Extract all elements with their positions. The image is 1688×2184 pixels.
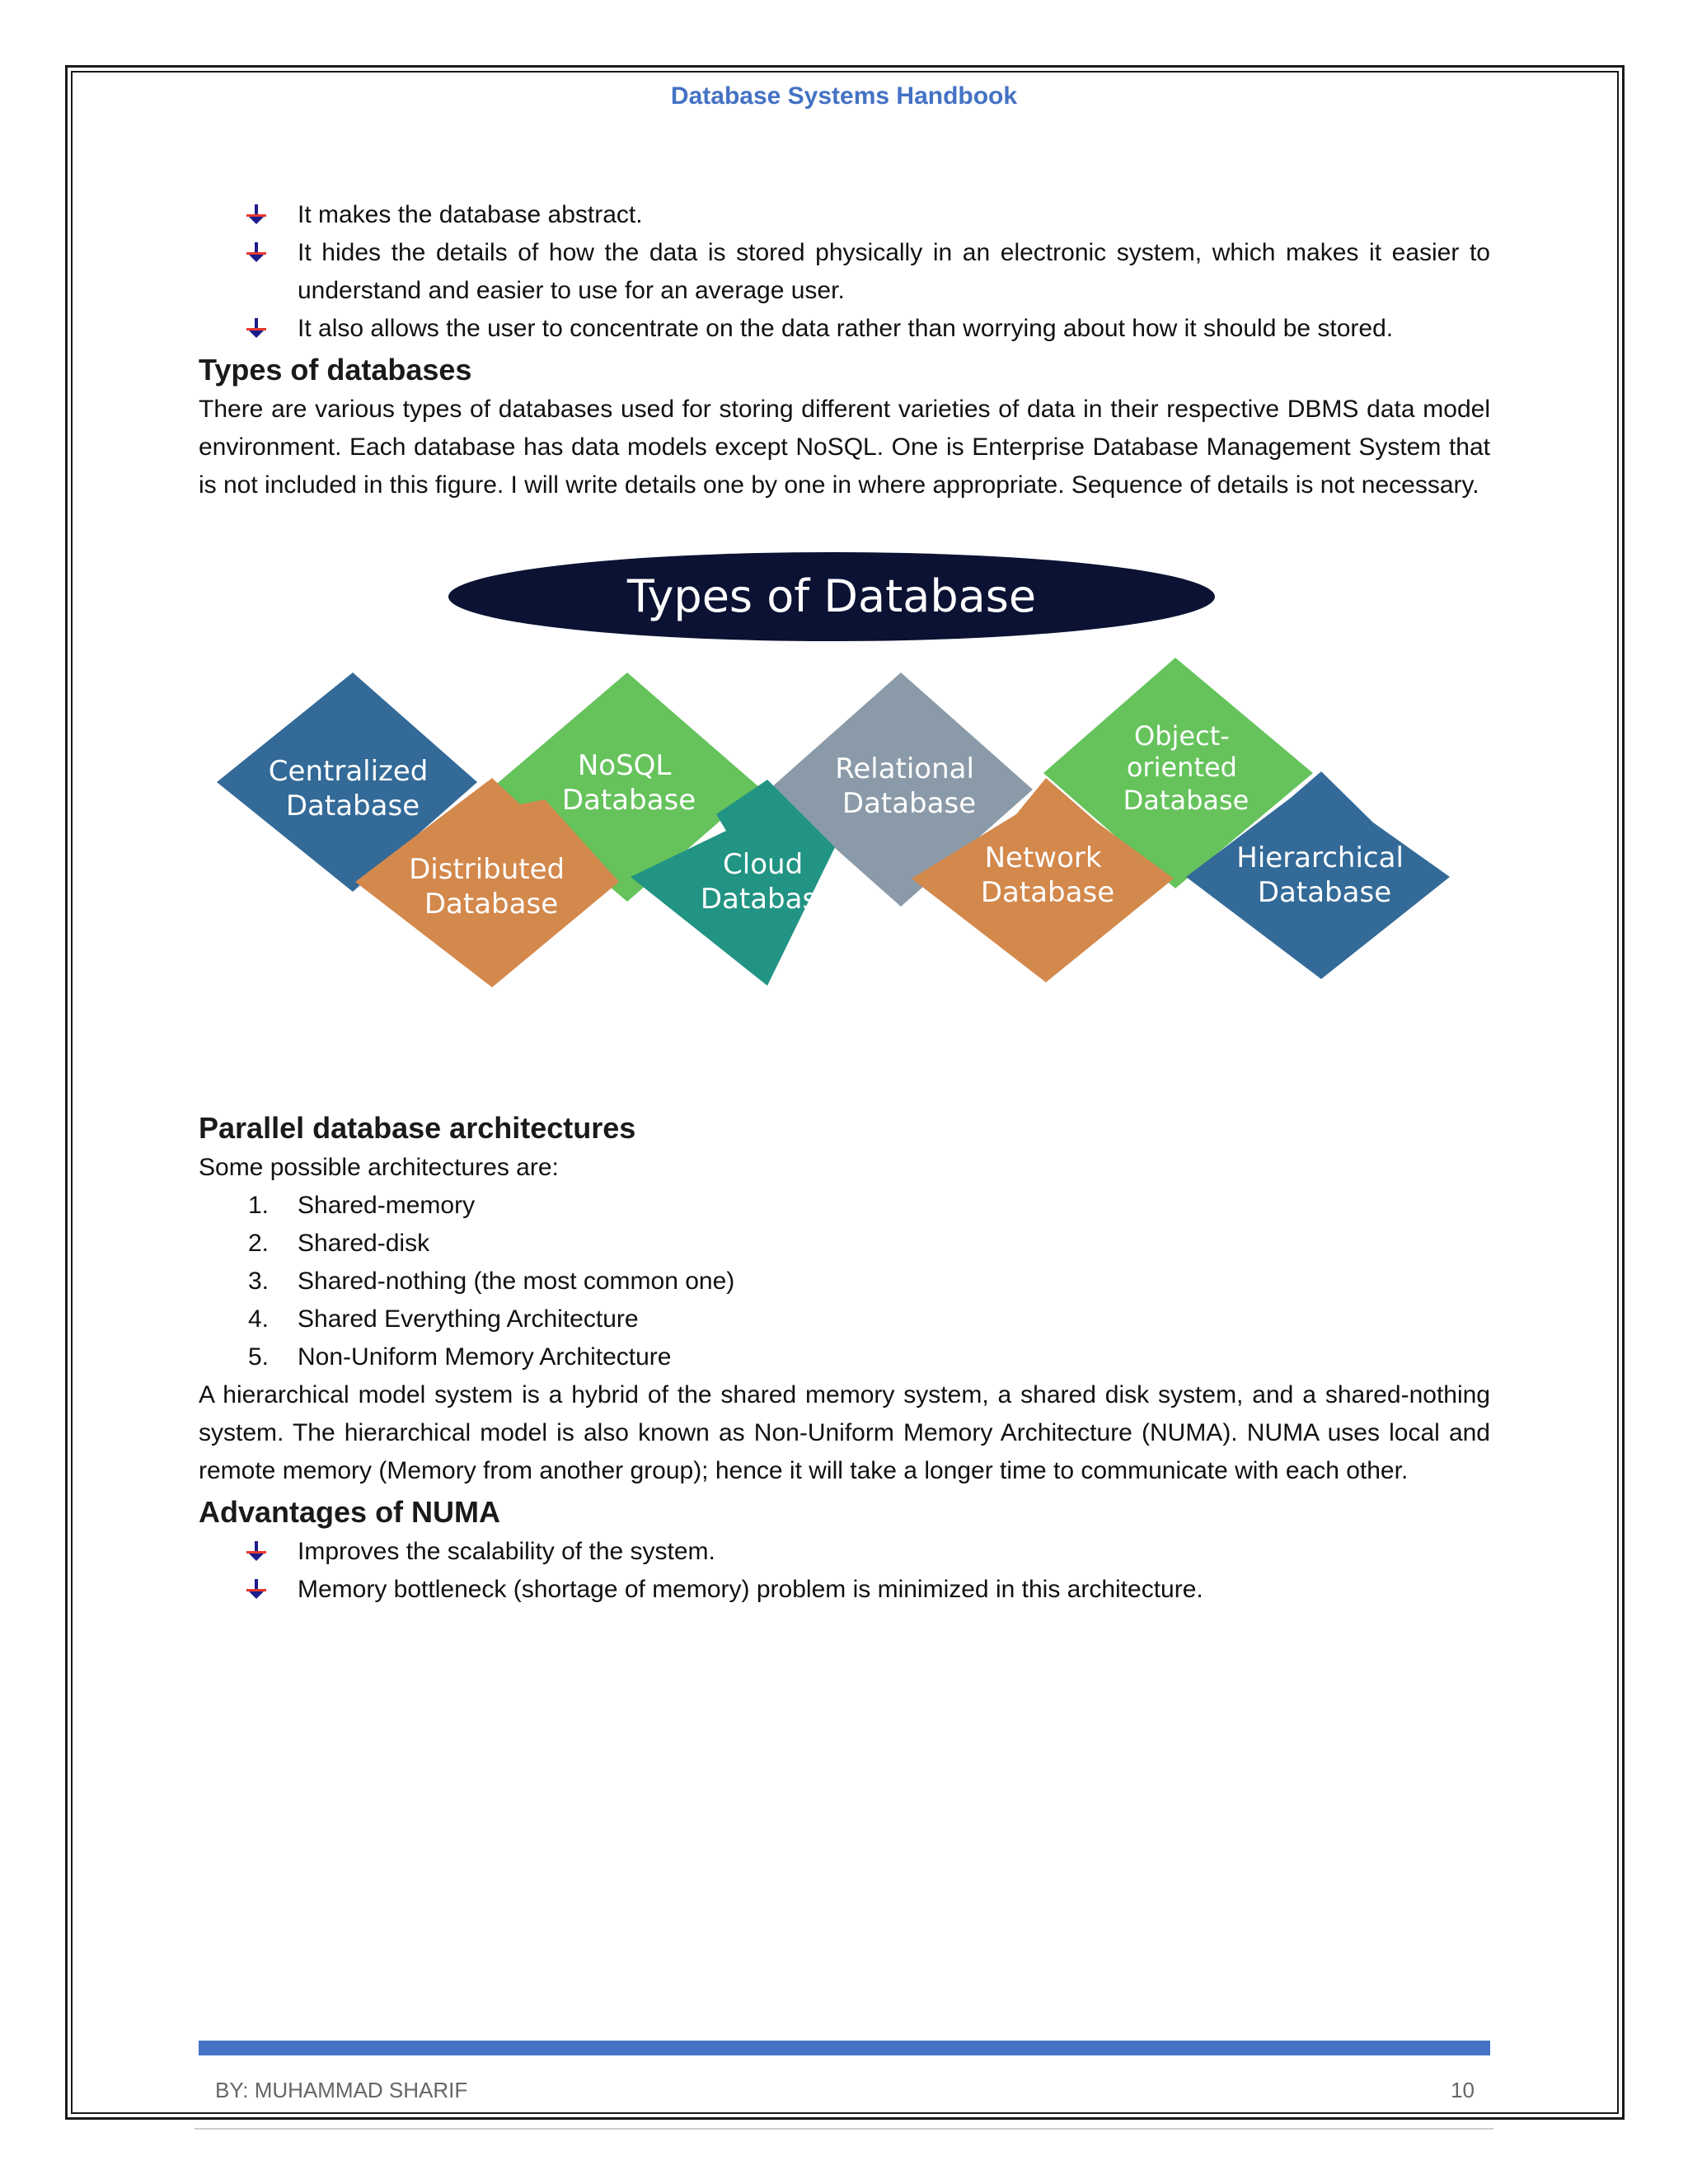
- list-number: 3.: [248, 1268, 270, 1295]
- header-title: Database Systems Handbook: [670, 82, 1018, 110]
- architecture-list: [199, 1187, 1490, 1376]
- list-item: [199, 1301, 1490, 1338]
- bullet-text: Memory bottleneck (shortage of memory) problem is minimized in this architecture.: [298, 1576, 1203, 1603]
- footer-author: BY: MUHAMMAD SHARIF: [215, 2078, 468, 2102]
- bullet-text: Improves the scalability of the system.: [298, 1538, 715, 1565]
- page-number: 10: [1451, 2078, 1475, 2102]
- list-item: [199, 1571, 1490, 1609]
- parallel-heading: Parallel database architectures: [199, 1111, 636, 1145]
- numa-heading: Advantages of NUMA: [199, 1495, 501, 1529]
- list-item: [199, 196, 1490, 234]
- tile-label-nosql: NoSQL Database: [561, 749, 696, 817]
- tile-label-object: Object- oriented Database: [1123, 720, 1250, 816]
- list-item-text: Non-Uniform Memory Architecture: [298, 1343, 672, 1371]
- down-arrow-bullet-icon: [246, 1578, 267, 1600]
- figure-title: Types of Database: [626, 570, 1037, 622]
- down-arrow-bullet-icon: [246, 241, 267, 263]
- bullet-text: It also allows the user to concentrate on the data rather than worrying about how it should be stored.: [298, 315, 1394, 342]
- footer-bar: [199, 2041, 1490, 2055]
- tile-label-cloud: Cloud Database: [700, 848, 835, 916]
- down-arrow-bullet-icon: [246, 1540, 267, 1562]
- types-of-database-figure: [199, 551, 1490, 1022]
- types-paragraph: There are various types of databases used for storing different varieties of data in their respective DBMS data model environment. Each database has data models except NoSQL. One is Enterprise Database Management System that is not included in this figure. I will write details one by one in where appropriate. Sequence of details is not necessary.: [199, 396, 1490, 499]
- types-diagram: [199, 551, 1490, 1022]
- list-number: 5.: [248, 1343, 270, 1371]
- tile-label-network: Network Database: [980, 841, 1115, 909]
- parallel-intro: Some possible architectures are:: [199, 1154, 559, 1181]
- down-arrow-bullet-icon: [246, 204, 267, 225]
- list-item-text: Shared-nothing (the most common one): [298, 1268, 735, 1295]
- list-item-text: Shared-memory: [298, 1192, 476, 1219]
- list-item: [199, 1263, 1490, 1301]
- bullet-text: It hides the details of how the data is stored physically in an electronic system, which makes it easier to understand and easier to use for an average user.: [298, 239, 1490, 304]
- tile-label-centralized: Centralized Database: [268, 755, 429, 823]
- bullet-text: It makes the database abstract.: [298, 201, 643, 228]
- list-item: [199, 234, 1490, 310]
- list-item-text: Shared Everything Architecture: [298, 1305, 639, 1333]
- list-item: [199, 1225, 1490, 1263]
- tile-label-distributed: Distributed Database: [409, 853, 565, 921]
- types-heading: Types of databases: [199, 353, 472, 387]
- tile-label-relational: Relational Database: [835, 752, 977, 820]
- intro-bullet-list: [199, 196, 1490, 348]
- numa-bullet-list: [199, 1533, 1490, 1609]
- tile-label-hierarchical: Hierarchical Database: [1236, 841, 1404, 909]
- bottom-divider: [195, 2128, 1493, 2130]
- list-item: [199, 1338, 1490, 1376]
- page-content: [199, 196, 1490, 1609]
- down-arrow-bullet-icon: [246, 317, 267, 339]
- parallel-section: [199, 1108, 1490, 1609]
- list-item: [199, 1187, 1490, 1225]
- list-item: [199, 1533, 1490, 1571]
- list-item: [199, 310, 1490, 348]
- list-number: 4.: [248, 1305, 270, 1333]
- numa-paragraph: A hierarchical model system is a hybrid of the shared memory system, a shared disk system, and a shared-nothing system. The hierarchical model is also known as Non-Uniform Memory Architecture (NUMA). NUMA uses local and remote memory (Memory from another group); hence it will take a longer time to communicate with each other.: [199, 1381, 1490, 1484]
- list-number: 2.: [248, 1230, 270, 1257]
- list-item-text: Shared-disk: [298, 1230, 430, 1257]
- list-number: 1.: [248, 1192, 270, 1219]
